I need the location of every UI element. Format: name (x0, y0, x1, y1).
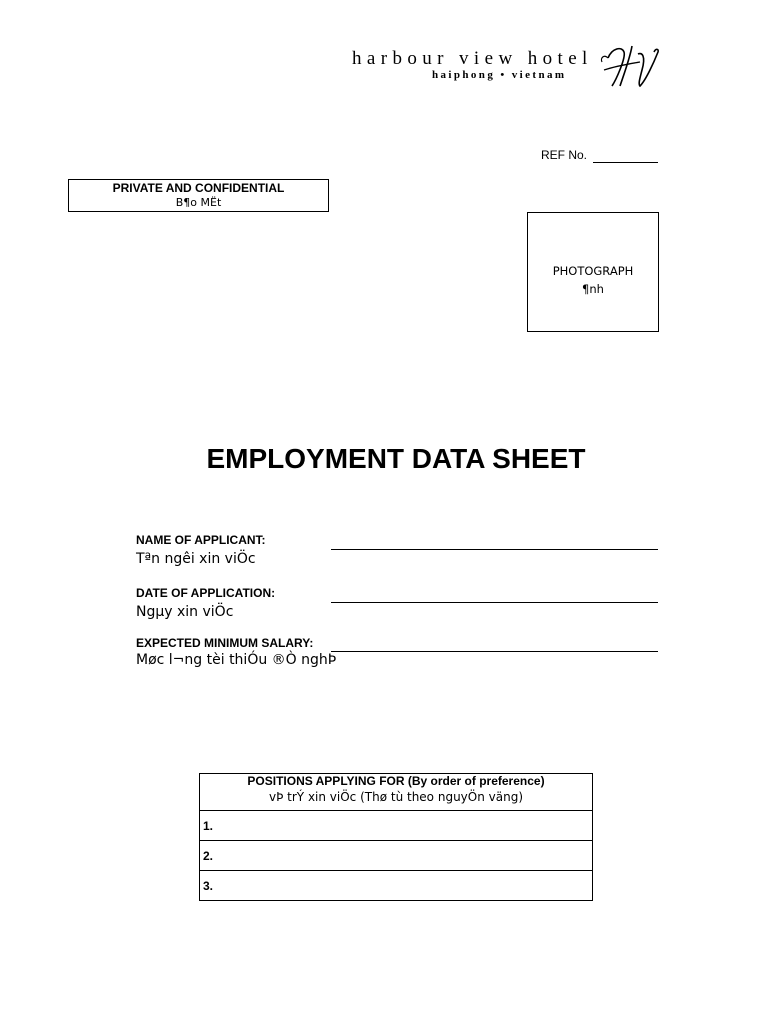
hotel-location: haiphong • vietnam (432, 69, 567, 81)
applicant-name-label: NAME OF APPLICANT: (136, 533, 266, 547)
applicant-name-sublabel: Tªn ngêi xin viÖc (136, 551, 256, 567)
ref-number-label: REF No. (541, 148, 588, 162)
application-date-label: DATE OF APPLICATION: (136, 586, 276, 600)
script-monogram-logo (598, 40, 662, 94)
confidential-box (68, 179, 329, 212)
confidential-title: PRIVATE AND CONFIDENTIAL (112, 181, 285, 195)
photograph-label: PHOTOGRAPH (552, 264, 634, 278)
ref-number-field[interactable] (593, 162, 658, 163)
application-date-field[interactable] (331, 602, 658, 603)
positions-table (199, 773, 593, 901)
position-row-2[interactable]: 2. (200, 841, 592, 871)
expected-salary-label: EXPECTED MINIMUM SALARY: (136, 636, 314, 650)
expected-salary-field[interactable] (331, 651, 658, 652)
position-row-1[interactable]: 1. (200, 811, 592, 841)
positions-title: POSITIONS APPLYING FOR (By order of preference) (247, 774, 545, 788)
confidential-subtitle: B¶o MËt (175, 196, 222, 209)
positions-subtitle: vÞ trÝ xin viÖc (Thø tù theo nguyÖn väng) (268, 790, 523, 804)
application-date-sublabel: Ngµy xin viÖc (136, 604, 234, 620)
photograph-sublabel: ¶nh (582, 282, 604, 296)
applicant-name-field[interactable] (331, 549, 658, 550)
positions-header (200, 774, 592, 811)
hotel-name: harbour view hotel (352, 48, 593, 69)
position-row-3[interactable]: 3. (203, 879, 214, 893)
page-title: EMPLOYMENT DATA SHEET (206, 443, 586, 474)
photograph-box[interactable] (527, 212, 659, 332)
expected-salary-sublabel: Møc l¬ng tèi thiÓu ®Ò nghÞ (136, 652, 337, 668)
